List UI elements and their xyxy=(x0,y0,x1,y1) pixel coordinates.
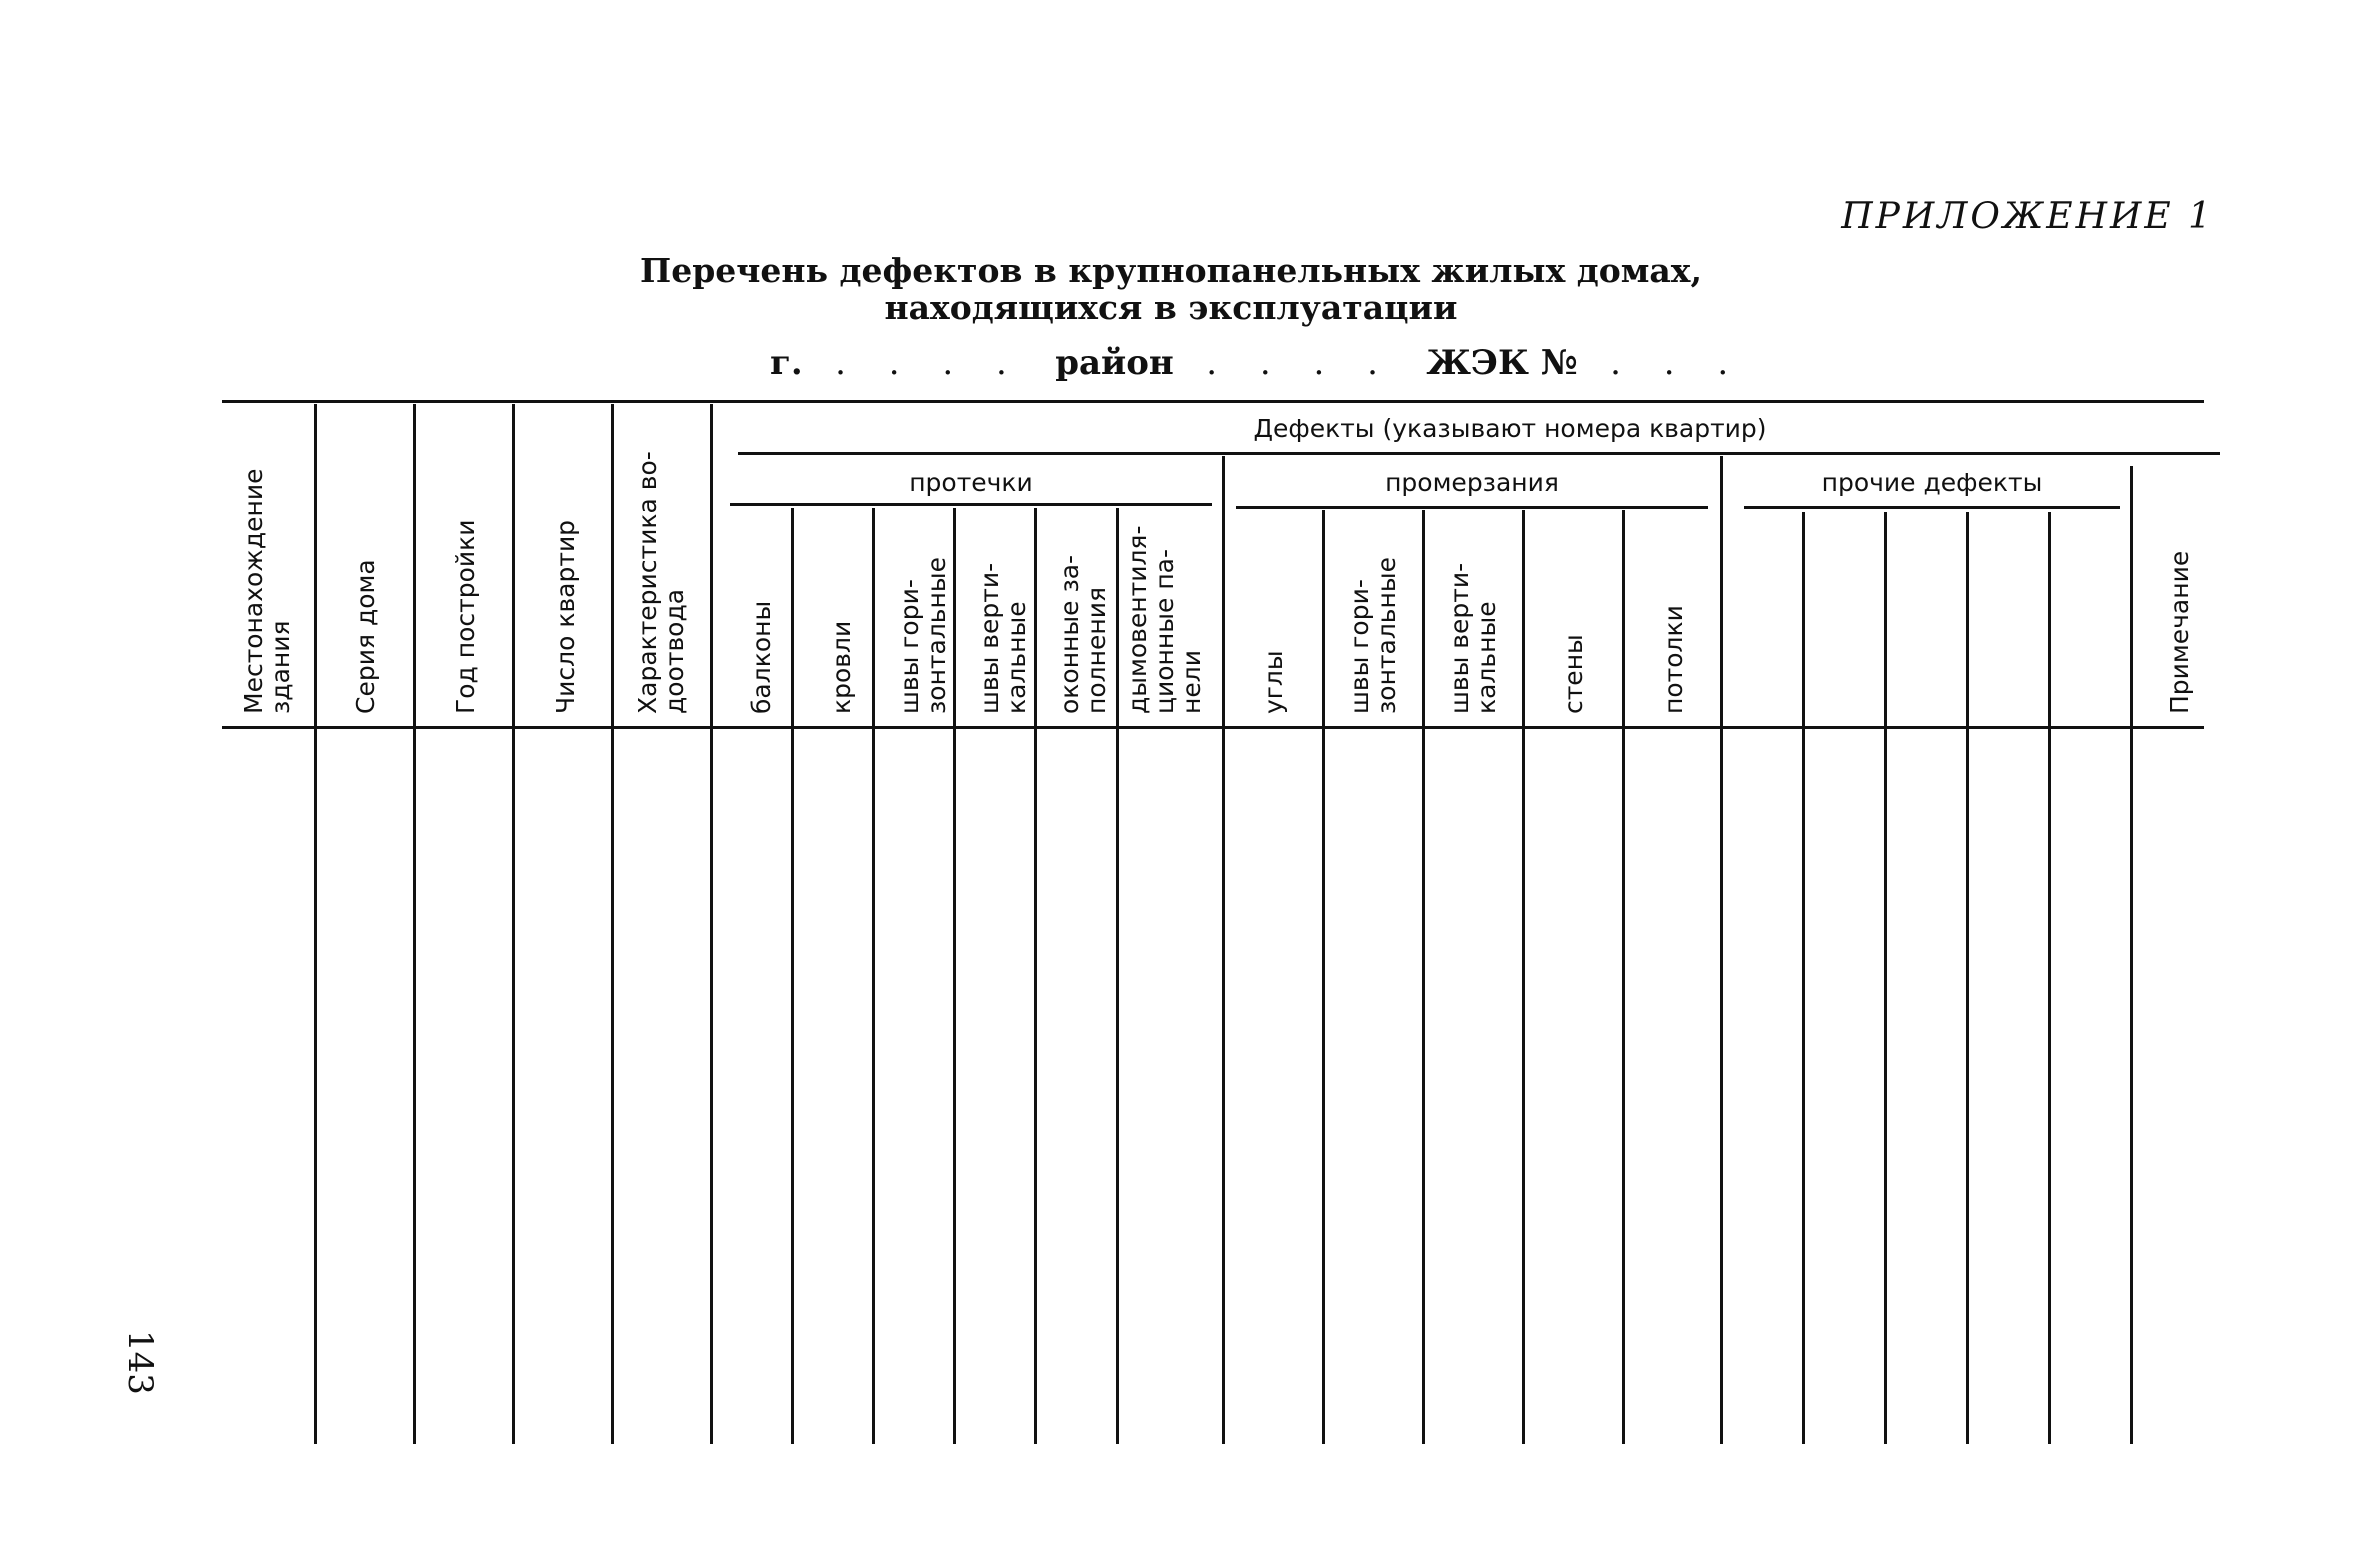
col-horiz-seams-freeze: швы гори- зонтальные xyxy=(1345,557,1401,714)
defects-rule xyxy=(738,452,2220,455)
col-line xyxy=(512,404,515,1444)
zhek-label: ЖЭК № xyxy=(1426,343,1578,383)
other-group-header: прочие дефекты xyxy=(1821,468,2043,497)
col-year: Год постройки xyxy=(451,519,480,714)
col-location: Местонахождение здания xyxy=(239,468,295,714)
freezing-rule xyxy=(1236,506,1708,509)
col-vert-seams-freeze: швы верти- кальные xyxy=(1445,562,1501,714)
col-line xyxy=(314,404,317,1444)
col-line xyxy=(1966,512,1969,1444)
col-line xyxy=(1222,456,1225,1444)
col-balconies: балконы xyxy=(747,600,776,714)
page-number: 143 xyxy=(120,1330,160,1395)
document-title-line-1: Перечень дефектов в крупнопанельных жилых домах, xyxy=(640,251,1702,290)
location-line xyxy=(770,343,1744,383)
col-window-fill: оконные за- полнения xyxy=(1055,554,1111,714)
col-line xyxy=(2130,466,2133,1444)
leaks-group-header: протечки xyxy=(909,468,1033,497)
district-dots: . . . . xyxy=(1206,343,1394,383)
col-line xyxy=(611,404,614,1444)
document-title-line-2: находящихся в эксплуатации xyxy=(884,288,1458,327)
col-line xyxy=(1720,456,1723,1444)
col-line xyxy=(872,508,875,1444)
col-line xyxy=(1522,510,1525,1444)
city-dots: . . . . xyxy=(835,343,1023,383)
col-line xyxy=(953,508,956,1444)
appendix-label: ПРИЛОЖЕНИЕ 1 xyxy=(1841,196,2214,237)
col-line xyxy=(1034,508,1037,1444)
col-line xyxy=(2048,512,2051,1444)
col-water-pipe: Характеристика во- доотвода xyxy=(633,451,689,714)
city-label: г. xyxy=(770,343,803,383)
header-bottom-rule xyxy=(222,726,2204,729)
col-note: Примечание xyxy=(2165,550,2194,714)
col-horiz-seams-leak: швы гори- зонтальные xyxy=(895,557,951,714)
col-line xyxy=(1422,510,1425,1444)
col-roofs: кровли xyxy=(827,620,856,714)
col-ceilings: потолки xyxy=(1659,605,1688,714)
zhek-dots: . . . xyxy=(1610,343,1745,383)
col-vert-seams-leak: швы верти- кальные xyxy=(975,562,1031,714)
district-label: район xyxy=(1055,343,1174,383)
col-corners: углы xyxy=(1259,650,1288,714)
col-line xyxy=(1802,512,1805,1444)
col-line xyxy=(791,508,794,1444)
col-line xyxy=(1116,508,1119,1444)
freezing-group-header: промерзания xyxy=(1385,468,1559,497)
col-walls: стены xyxy=(1559,634,1588,714)
col-line xyxy=(1322,510,1325,1444)
col-line xyxy=(1884,512,1887,1444)
col-line xyxy=(413,404,416,1444)
col-apartments: Число квартир xyxy=(551,519,580,714)
col-series: Серия дома xyxy=(351,559,380,714)
other-rule xyxy=(1744,506,2120,509)
table-top-rule xyxy=(222,400,2204,403)
col-line xyxy=(710,404,713,1444)
col-smoke-vent: дымовентиля- ционные па- нели xyxy=(1123,525,1206,714)
defects-header: Дефекты (указывают номера квартир) xyxy=(1253,414,1767,443)
leaks-rule xyxy=(730,503,1212,506)
col-line xyxy=(1622,510,1625,1444)
